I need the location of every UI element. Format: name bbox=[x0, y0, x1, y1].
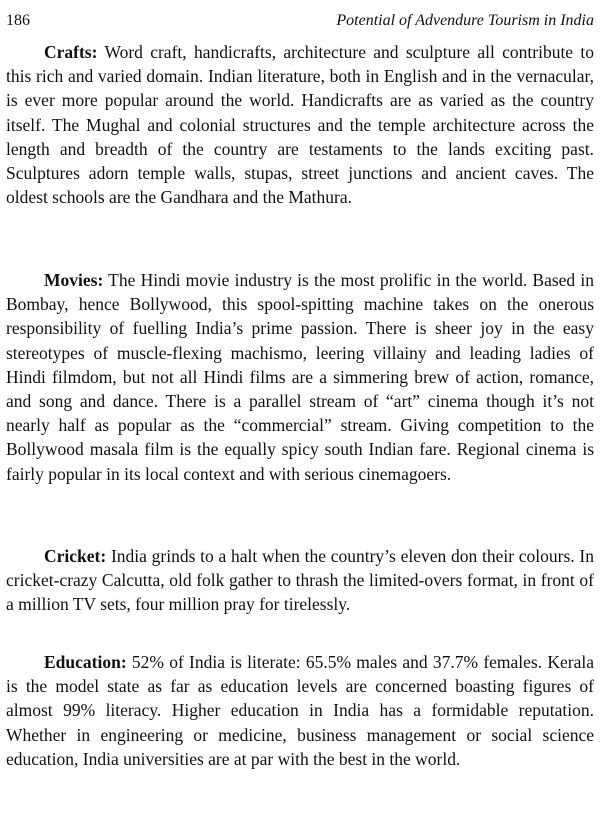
paragraph-crafts bbox=[6, 40, 594, 209]
book-page bbox=[6, 0, 594, 838]
heading-education: Education: bbox=[44, 652, 127, 672]
paragraph-cricket bbox=[6, 544, 594, 617]
page-header bbox=[6, 12, 594, 36]
body-movies: The Hindi movie industry is the most prolific in the world. Based in Bombay, hence Bollywood, this spool-spitting machine takes on the onerous responsibility of fuelling India’s prime passion. There is sheer joy in the easy stereotypes of muscle-flexing machismo, leering villainy and leading ladies of Hindi filmdom, but not all Hindi films are a simmering brew of action, romance, and song and dance. There is a parallel stream of “art” cinema though it’s not nearly half as popular as the “commercial” stream. Giving competition to the Bollywood masala film is the equally spicy south Indian fare. Regional cinema is fairly popular in its local context and with serious cinemagoers. bbox=[6, 270, 594, 484]
body-education: 52% of India is literate: 65.5% males and 37.7% females. Kerala is the model state as far as education levels are concerned boasting figures of almost 99% literacy. Higher education in India has a formidable reputation. Whether in engineering or medicine, business management or social science education, India universities are at par with the best in the world. bbox=[6, 652, 594, 769]
heading-cricket: Cricket: bbox=[44, 546, 107, 566]
heading-crafts: Crafts: bbox=[44, 42, 98, 62]
body-cricket: India grinds to a halt when the country’s eleven don their colours. In cricket-crazy Calcutta, old folk gather to thrash the limited-overs format, in front of a million TV sets, four million pray for tirelessly. bbox=[6, 546, 594, 615]
page-number: 186 bbox=[6, 12, 30, 29]
paragraph-education bbox=[6, 650, 594, 771]
heading-movies: Movies: bbox=[44, 270, 104, 290]
running-title: Potential of Advendure Tourism in India bbox=[336, 12, 594, 29]
body-crafts: Word craft, handicrafts, architecture and sculpture all contribute to this rich and varied domain. Indian literature, both in English and in the vernacular, is ever more popular around the world. Handicrafts are as varied as the country itself. The Mughal and colonial structures and the temple architecture across the length and breadth of the country are testaments to the lands exciting past. Sculptures adorn temple walls, stupas, street junctions and ancient caves. The oldest schools are the Gandhara and the Mathura. bbox=[6, 42, 594, 208]
paragraph-movies bbox=[6, 268, 594, 486]
